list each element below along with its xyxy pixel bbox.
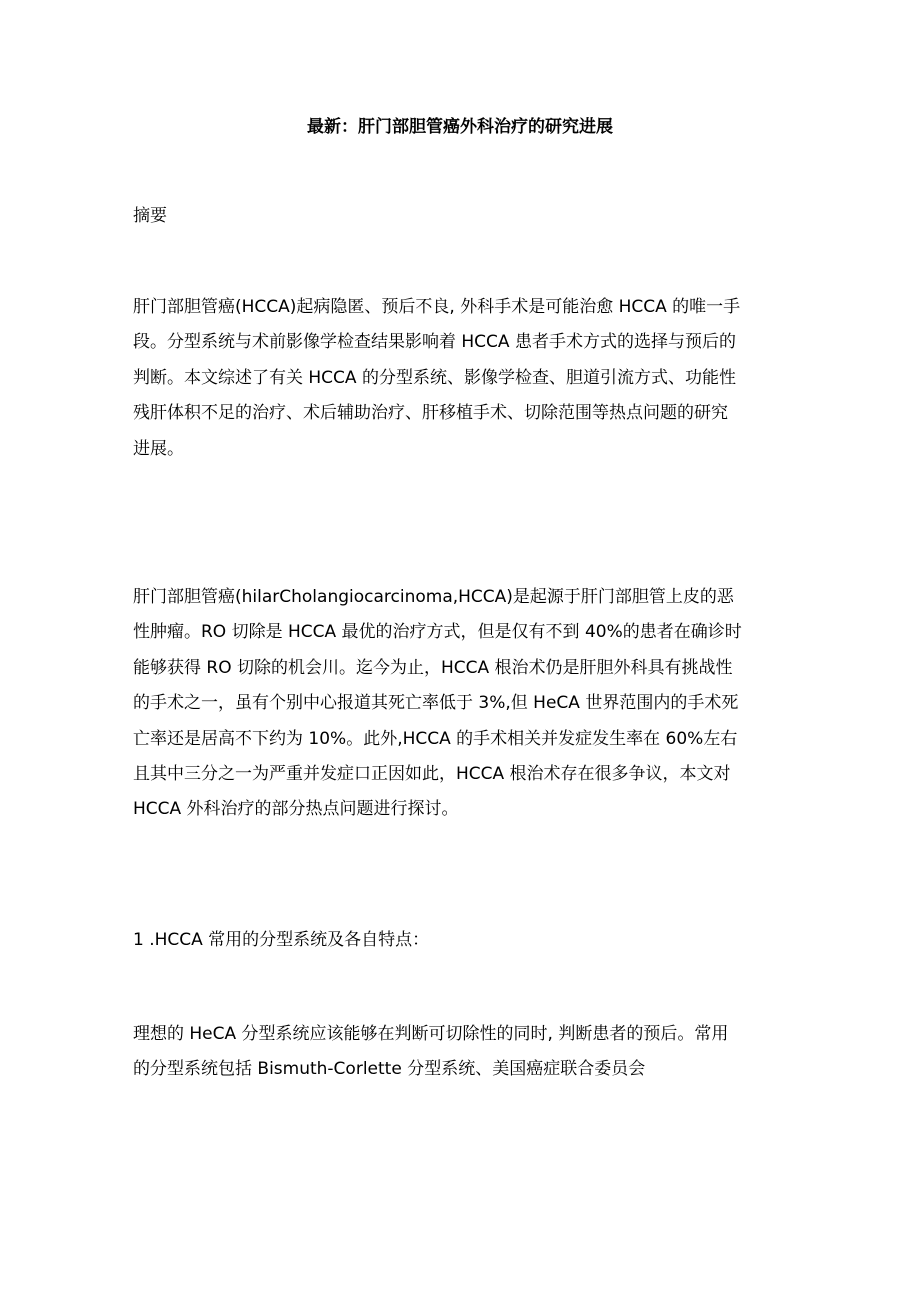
abstract-line: 段。分型系统与术前影像学检查结果影响着 HCCA 患者手术方式的选择与预后的 — [133, 332, 736, 353]
intro-line: HCCA 外科治疗的部分热点问题进行探讨。 — [133, 799, 459, 820]
document-title: 最新：肝门部胆管癌外科治疗的研究进展 — [307, 117, 613, 137]
intro-line: 肝门部胆管癌(hilarCholangiocarcinoma,HCCA)是起源于肝门部胆管上皮的恶 — [133, 587, 734, 607]
intro-line: 能够获得 RO 切除的机会川。迄今为止，HCCA 根治术仍是肝胆外科具有挑战性 — [133, 657, 733, 678]
section-1-heading: 1 .HCCA 常用的分型系统及各自特点： — [133, 930, 430, 950]
intro-line: 的手术之一，虽有个别中心报道其死亡率低于 3%,但 HeCA 世界范围内的手术死 — [133, 693, 739, 714]
intro-line: 且其中三分之一为严重并发症口正因如此，HCCA 根治术存在很多争议，本文对 — [133, 763, 731, 784]
classification-paragraph — [133, 1017, 793, 1088]
abstract-line: 进展。 — [133, 438, 184, 459]
abstract-line: 残肝体积不足的治疗、术后辅助治疗、肝移植手术、切除范围等热点问题的研究 — [133, 403, 728, 424]
abstract-heading: 摘要 — [133, 206, 167, 226]
introduction-paragraph — [133, 580, 793, 828]
abstract-paragraph — [133, 290, 793, 467]
intro-line: 性肿瘤。RO 切除是 HCCA 最优的治疗方式，但是仅有不到 40%的患者在确诊时 — [133, 622, 742, 643]
classification-line: 理想的 HeCA 分型系统应该能够在判断可切除性的同时, 判断患者的预后。常用 — [133, 1024, 729, 1044]
classification-line: 的分型系统包括 Bismuth-Corlette 分型系统、美国癌症联合委员会 — [133, 1059, 646, 1080]
abstract-line: 判断。本文综述了有关 HCCA 的分型系统、影像学检查、胆道引流方式、功能性 — [133, 367, 736, 388]
abstract-line: 肝门部胆管癌(HCCA)起病隐匿、预后不良, 外科手术是可能治愈 HCCA 的唯一手 — [133, 297, 741, 317]
intro-line: 亡率还是居高不下约为 10%。此外,HCCA 的手术相关并发症发生率在 60%左右 — [133, 728, 738, 749]
